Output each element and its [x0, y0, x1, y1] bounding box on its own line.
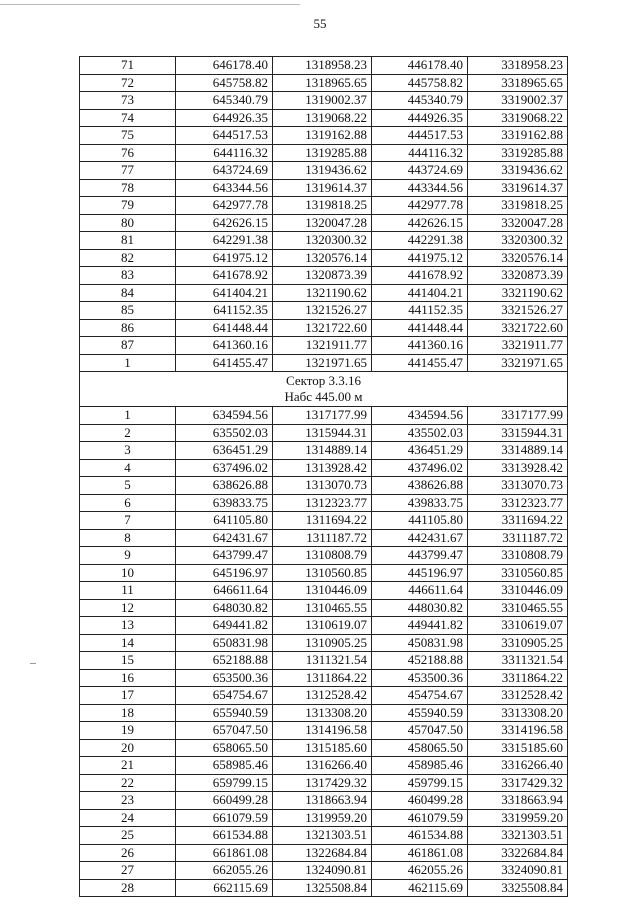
y-msk-cell: 3316266.40 [468, 757, 568, 775]
y-local-cell: 1319614.37 [273, 179, 372, 197]
coordinates-table [79, 56, 568, 897]
x-msk-cell: 452188.88 [372, 652, 468, 670]
y-local-cell: 1318965.65 [273, 74, 372, 92]
y-local-cell: 1321190.62 [273, 284, 372, 302]
x-local-cell: 644116.32 [176, 144, 273, 162]
y-msk-cell: 3318663.94 [468, 792, 568, 810]
y-msk-cell: 3321190.62 [468, 284, 568, 302]
y-local-cell: 1319068.22 [273, 109, 372, 127]
x-local-cell: 658985.46 [176, 757, 273, 775]
x-local-cell: 636451.29 [176, 442, 273, 460]
table-row [80, 92, 568, 110]
x-local-cell: 641455.47 [176, 354, 273, 372]
point-number-cell: 75 [80, 127, 176, 145]
x-msk-cell: 460499.28 [372, 792, 468, 810]
sector-header-cell [80, 372, 568, 407]
table-row [80, 459, 568, 477]
x-local-cell: 658065.50 [176, 739, 273, 757]
x-local-cell: 643799.47 [176, 547, 273, 565]
x-local-cell: 646611.64 [176, 582, 273, 600]
point-number-cell: 1 [80, 407, 176, 425]
x-local-cell: 662115.69 [176, 879, 273, 897]
table-row [80, 232, 568, 250]
y-local-cell: 1315944.31 [273, 424, 372, 442]
x-local-cell: 639833.75 [176, 494, 273, 512]
table-row [80, 197, 568, 215]
table-row [80, 669, 568, 687]
x-msk-cell: 442626.15 [372, 214, 468, 232]
x-local-cell: 642626.15 [176, 214, 273, 232]
x-local-cell: 662055.26 [176, 862, 273, 880]
point-number-cell: 76 [80, 144, 176, 162]
y-local-cell: 1319162.88 [273, 127, 372, 145]
table-row [80, 564, 568, 582]
y-local-cell: 1311321.54 [273, 652, 372, 670]
y-msk-cell: 3321722.60 [468, 319, 568, 337]
y-msk-cell: 3324090.81 [468, 862, 568, 880]
point-number-cell: 78 [80, 179, 176, 197]
table-row [80, 844, 568, 862]
point-number-cell: 14 [80, 634, 176, 652]
x-msk-cell: 441404.21 [372, 284, 468, 302]
point-number-cell: 77 [80, 162, 176, 180]
y-msk-cell: 3319959.20 [468, 809, 568, 827]
x-msk-cell: 445758.82 [372, 74, 468, 92]
point-number-cell: 7 [80, 512, 176, 530]
point-number-cell: 80 [80, 214, 176, 232]
point-number-cell: 85 [80, 302, 176, 320]
x-local-cell: 646178.40 [176, 57, 273, 75]
table-row [80, 704, 568, 722]
table-row [80, 477, 568, 495]
table-row [80, 634, 568, 652]
table-row [80, 739, 568, 757]
y-local-cell: 1320873.39 [273, 267, 372, 285]
y-local-cell: 1310446.09 [273, 582, 372, 600]
x-msk-cell: 461861.08 [372, 844, 468, 862]
x-msk-cell: 441152.35 [372, 302, 468, 320]
y-local-cell: 1313070.73 [273, 477, 372, 495]
y-msk-cell: 3314889.14 [468, 442, 568, 460]
table-row [80, 512, 568, 530]
x-msk-cell: 461534.88 [372, 827, 468, 845]
y-local-cell: 1321526.27 [273, 302, 372, 320]
x-msk-cell: 437496.02 [372, 459, 468, 477]
x-msk-cell: 445196.97 [372, 564, 468, 582]
y-msk-cell: 3319818.25 [468, 197, 568, 215]
y-local-cell: 1324090.81 [273, 862, 372, 880]
x-local-cell: 649441.82 [176, 617, 273, 635]
y-local-cell: 1321303.51 [273, 827, 372, 845]
x-msk-cell: 457047.50 [372, 722, 468, 740]
y-msk-cell: 3320576.14 [468, 249, 568, 267]
y-local-cell: 1319959.20 [273, 809, 372, 827]
point-number-cell: 20 [80, 739, 176, 757]
y-msk-cell: 3321303.51 [468, 827, 568, 845]
point-number-cell: 9 [80, 547, 176, 565]
y-local-cell: 1321911.77 [273, 337, 372, 355]
point-number-cell: 4 [80, 459, 176, 477]
point-number-cell: 22 [80, 774, 176, 792]
table-row [80, 879, 568, 897]
x-local-cell: 641448.44 [176, 319, 273, 337]
table-row [80, 162, 568, 180]
table-row [80, 547, 568, 565]
point-number-cell: 11 [80, 582, 176, 600]
table-section-a [80, 57, 568, 372]
x-msk-cell: 443724.69 [372, 162, 468, 180]
x-msk-cell: 436451.29 [372, 442, 468, 460]
point-number-cell: 21 [80, 757, 176, 775]
y-local-cell: 1319818.25 [273, 197, 372, 215]
x-local-cell: 634594.56 [176, 407, 273, 425]
y-msk-cell: 3315185.60 [468, 739, 568, 757]
y-msk-cell: 3319002.37 [468, 92, 568, 110]
point-number-cell: 10 [80, 564, 176, 582]
y-msk-cell: 3319162.88 [468, 127, 568, 145]
y-local-cell: 1317429.32 [273, 774, 372, 792]
y-local-cell: 1325508.84 [273, 879, 372, 897]
x-msk-cell: 443344.56 [372, 179, 468, 197]
x-msk-cell: 450831.98 [372, 634, 468, 652]
point-number-cell: 12 [80, 599, 176, 617]
page-number: 55 [313, 16, 327, 31]
y-local-cell: 1314196.58 [273, 722, 372, 740]
margin-mark [30, 663, 36, 664]
x-msk-cell: 442291.38 [372, 232, 468, 250]
x-local-cell: 641360.16 [176, 337, 273, 355]
y-local-cell: 1317177.99 [273, 407, 372, 425]
x-msk-cell: 441448.44 [372, 319, 468, 337]
y-local-cell: 1310560.85 [273, 564, 372, 582]
y-msk-cell: 3320300.32 [468, 232, 568, 250]
x-msk-cell: 446611.64 [372, 582, 468, 600]
point-number-cell: 5 [80, 477, 176, 495]
x-local-cell: 661079.59 [176, 809, 273, 827]
y-msk-cell: 3313070.73 [468, 477, 568, 495]
table-row [80, 319, 568, 337]
x-local-cell: 641678.92 [176, 267, 273, 285]
point-number-cell: 74 [80, 109, 176, 127]
table-row [80, 57, 568, 75]
point-number-cell: 27 [80, 862, 176, 880]
point-number-cell: 6 [80, 494, 176, 512]
table-row [80, 337, 568, 355]
sector-title: Сектор 3.3.16 [285, 373, 361, 388]
x-msk-cell: 441360.16 [372, 337, 468, 355]
y-local-cell: 1319002.37 [273, 92, 372, 110]
y-local-cell: 1311694.22 [273, 512, 372, 530]
table-row [80, 722, 568, 740]
point-number-cell: 81 [80, 232, 176, 250]
x-msk-cell: 444926.35 [372, 109, 468, 127]
y-msk-cell: 3321911.77 [468, 337, 568, 355]
y-local-cell: 1322684.84 [273, 844, 372, 862]
table-row [80, 407, 568, 425]
point-number-cell: 72 [80, 74, 176, 92]
point-number-cell: 17 [80, 687, 176, 705]
x-msk-cell: 443799.47 [372, 547, 468, 565]
x-local-cell: 653500.36 [176, 669, 273, 687]
table-row [80, 249, 568, 267]
y-msk-cell: 3310446.09 [468, 582, 568, 600]
table-row [80, 494, 568, 512]
x-local-cell: 659799.15 [176, 774, 273, 792]
point-number-cell: 16 [80, 669, 176, 687]
x-local-cell: 643344.56 [176, 179, 273, 197]
sector-header [80, 372, 568, 407]
point-number-cell: 84 [80, 284, 176, 302]
x-msk-cell: 453500.36 [372, 669, 468, 687]
point-number-cell: 15 [80, 652, 176, 670]
y-local-cell: 1319285.88 [273, 144, 372, 162]
y-local-cell: 1311187.72 [273, 529, 372, 547]
x-msk-cell: 439833.75 [372, 494, 468, 512]
x-msk-cell: 448030.82 [372, 599, 468, 617]
point-number-cell: 3 [80, 442, 176, 460]
x-local-cell: 660499.28 [176, 792, 273, 810]
y-msk-cell: 3322684.84 [468, 844, 568, 862]
x-local-cell: 641152.35 [176, 302, 273, 320]
x-msk-cell: 462055.26 [372, 862, 468, 880]
y-local-cell: 1319436.62 [273, 162, 372, 180]
y-msk-cell: 3319068.22 [468, 109, 568, 127]
x-msk-cell: 444116.32 [372, 144, 468, 162]
y-local-cell: 1310808.79 [273, 547, 372, 565]
table-row [80, 687, 568, 705]
y-local-cell: 1313928.42 [273, 459, 372, 477]
x-msk-cell: 435502.03 [372, 424, 468, 442]
x-msk-cell: 446178.40 [372, 57, 468, 75]
y-msk-cell: 3314196.58 [468, 722, 568, 740]
x-msk-cell: 454754.67 [372, 687, 468, 705]
x-local-cell: 642977.78 [176, 197, 273, 215]
point-number-cell: 73 [80, 92, 176, 110]
y-msk-cell: 3310560.85 [468, 564, 568, 582]
table-row [80, 774, 568, 792]
x-msk-cell: 441678.92 [372, 267, 468, 285]
x-local-cell: 638626.88 [176, 477, 273, 495]
table-row [80, 652, 568, 670]
y-msk-cell: 3310465.55 [468, 599, 568, 617]
table-row [80, 127, 568, 145]
x-local-cell: 661534.88 [176, 827, 273, 845]
x-msk-cell: 461079.59 [372, 809, 468, 827]
x-msk-cell: 442431.67 [372, 529, 468, 547]
y-msk-cell: 3318965.65 [468, 74, 568, 92]
y-msk-cell: 3319614.37 [468, 179, 568, 197]
x-msk-cell: 444517.53 [372, 127, 468, 145]
x-msk-cell: 459799.15 [372, 774, 468, 792]
y-local-cell: 1312528.42 [273, 687, 372, 705]
point-number-cell: 79 [80, 197, 176, 215]
table-row [80, 144, 568, 162]
y-local-cell: 1321722.60 [273, 319, 372, 337]
table-row [80, 267, 568, 285]
x-msk-cell: 458065.50 [372, 739, 468, 757]
x-msk-cell: 455940.59 [372, 704, 468, 722]
point-number-cell: 87 [80, 337, 176, 355]
y-local-cell: 1318958.23 [273, 57, 372, 75]
y-msk-cell: 3325508.84 [468, 879, 568, 897]
x-local-cell: 641975.12 [176, 249, 273, 267]
y-msk-cell: 3311321.54 [468, 652, 568, 670]
y-local-cell: 1310465.55 [273, 599, 372, 617]
x-local-cell: 644517.53 [176, 127, 273, 145]
y-local-cell: 1310619.07 [273, 617, 372, 635]
table-row [80, 442, 568, 460]
point-number-cell: 19 [80, 722, 176, 740]
point-number-cell: 1 [80, 354, 176, 372]
x-local-cell: 642431.67 [176, 529, 273, 547]
y-msk-cell: 3311694.22 [468, 512, 568, 530]
y-msk-cell: 3310619.07 [468, 617, 568, 635]
y-msk-cell: 3320047.28 [468, 214, 568, 232]
y-msk-cell: 3312528.42 [468, 687, 568, 705]
x-msk-cell: 449441.82 [372, 617, 468, 635]
point-number-cell: 26 [80, 844, 176, 862]
y-local-cell: 1320576.14 [273, 249, 372, 267]
table-row [80, 792, 568, 810]
table-row [80, 302, 568, 320]
point-number-cell: 71 [80, 57, 176, 75]
y-msk-cell: 3317177.99 [468, 407, 568, 425]
x-local-cell: 650831.98 [176, 634, 273, 652]
y-msk-cell: 3317429.32 [468, 774, 568, 792]
x-local-cell: 645340.79 [176, 92, 273, 110]
table-section-b [80, 407, 568, 897]
y-local-cell: 1321971.65 [273, 354, 372, 372]
x-msk-cell: 441455.47 [372, 354, 468, 372]
y-msk-cell: 3319436.62 [468, 162, 568, 180]
point-number-cell: 24 [80, 809, 176, 827]
x-local-cell: 642291.38 [176, 232, 273, 250]
x-local-cell: 637496.02 [176, 459, 273, 477]
table-row [80, 809, 568, 827]
y-msk-cell: 3313308.20 [468, 704, 568, 722]
x-msk-cell: 441105.80 [372, 512, 468, 530]
y-msk-cell: 3318958.23 [468, 57, 568, 75]
x-msk-cell: 445340.79 [372, 92, 468, 110]
x-local-cell: 641404.21 [176, 284, 273, 302]
y-local-cell: 1312323.77 [273, 494, 372, 512]
table-row [80, 284, 568, 302]
table-row [80, 529, 568, 547]
point-number-cell: 25 [80, 827, 176, 845]
x-local-cell: 648030.82 [176, 599, 273, 617]
x-local-cell: 661861.08 [176, 844, 273, 862]
y-local-cell: 1310905.25 [273, 634, 372, 652]
y-local-cell: 1314889.14 [273, 442, 372, 460]
point-number-cell: 83 [80, 267, 176, 285]
table-row [80, 179, 568, 197]
table-row [80, 827, 568, 845]
y-msk-cell: 3315944.31 [468, 424, 568, 442]
x-msk-cell: 462115.69 [372, 879, 468, 897]
y-local-cell: 1318663.94 [273, 792, 372, 810]
sector-height: Набс 445.00 м [284, 389, 363, 404]
y-local-cell: 1320047.28 [273, 214, 372, 232]
table-row [80, 757, 568, 775]
x-msk-cell: 438626.88 [372, 477, 468, 495]
y-local-cell: 1313308.20 [273, 704, 372, 722]
x-msk-cell: 441975.12 [372, 249, 468, 267]
y-msk-cell: 3311187.72 [468, 529, 568, 547]
y-msk-cell: 3320873.39 [468, 267, 568, 285]
y-msk-cell: 3313928.42 [468, 459, 568, 477]
y-msk-cell: 3321526.27 [468, 302, 568, 320]
table-row [80, 109, 568, 127]
y-local-cell: 1315185.60 [273, 739, 372, 757]
point-number-cell: 28 [80, 879, 176, 897]
table-row [80, 862, 568, 880]
x-local-cell: 654754.67 [176, 687, 273, 705]
x-msk-cell: 434594.56 [372, 407, 468, 425]
x-msk-cell: 458985.46 [372, 757, 468, 775]
y-msk-cell: 3310808.79 [468, 547, 568, 565]
table-row [80, 424, 568, 442]
y-local-cell: 1311864.22 [273, 669, 372, 687]
x-local-cell: 644926.35 [176, 109, 273, 127]
y-msk-cell: 3321971.65 [468, 354, 568, 372]
x-local-cell: 641105.80 [176, 512, 273, 530]
point-number-cell: 86 [80, 319, 176, 337]
point-number-cell: 18 [80, 704, 176, 722]
table-row [80, 354, 568, 372]
y-local-cell: 1320300.32 [273, 232, 372, 250]
x-local-cell: 657047.50 [176, 722, 273, 740]
y-msk-cell: 3310905.25 [468, 634, 568, 652]
y-local-cell: 1316266.40 [273, 757, 372, 775]
x-local-cell: 643724.69 [176, 162, 273, 180]
point-number-cell: 23 [80, 792, 176, 810]
top-rule [0, 4, 300, 5]
table-row [80, 582, 568, 600]
point-number-cell: 8 [80, 529, 176, 547]
table-row [80, 74, 568, 92]
table-row [80, 617, 568, 635]
x-local-cell: 635502.03 [176, 424, 273, 442]
point-number-cell: 13 [80, 617, 176, 635]
x-local-cell: 645758.82 [176, 74, 273, 92]
y-msk-cell: 3319285.88 [468, 144, 568, 162]
table-row [80, 214, 568, 232]
x-msk-cell: 442977.78 [372, 197, 468, 215]
y-msk-cell: 3311864.22 [468, 669, 568, 687]
x-local-cell: 655940.59 [176, 704, 273, 722]
sector-header-row [80, 372, 568, 407]
y-msk-cell: 3312323.77 [468, 494, 568, 512]
point-number-cell: 82 [80, 249, 176, 267]
x-local-cell: 645196.97 [176, 564, 273, 582]
point-number-cell: 2 [80, 424, 176, 442]
table-row [80, 599, 568, 617]
x-local-cell: 652188.88 [176, 652, 273, 670]
